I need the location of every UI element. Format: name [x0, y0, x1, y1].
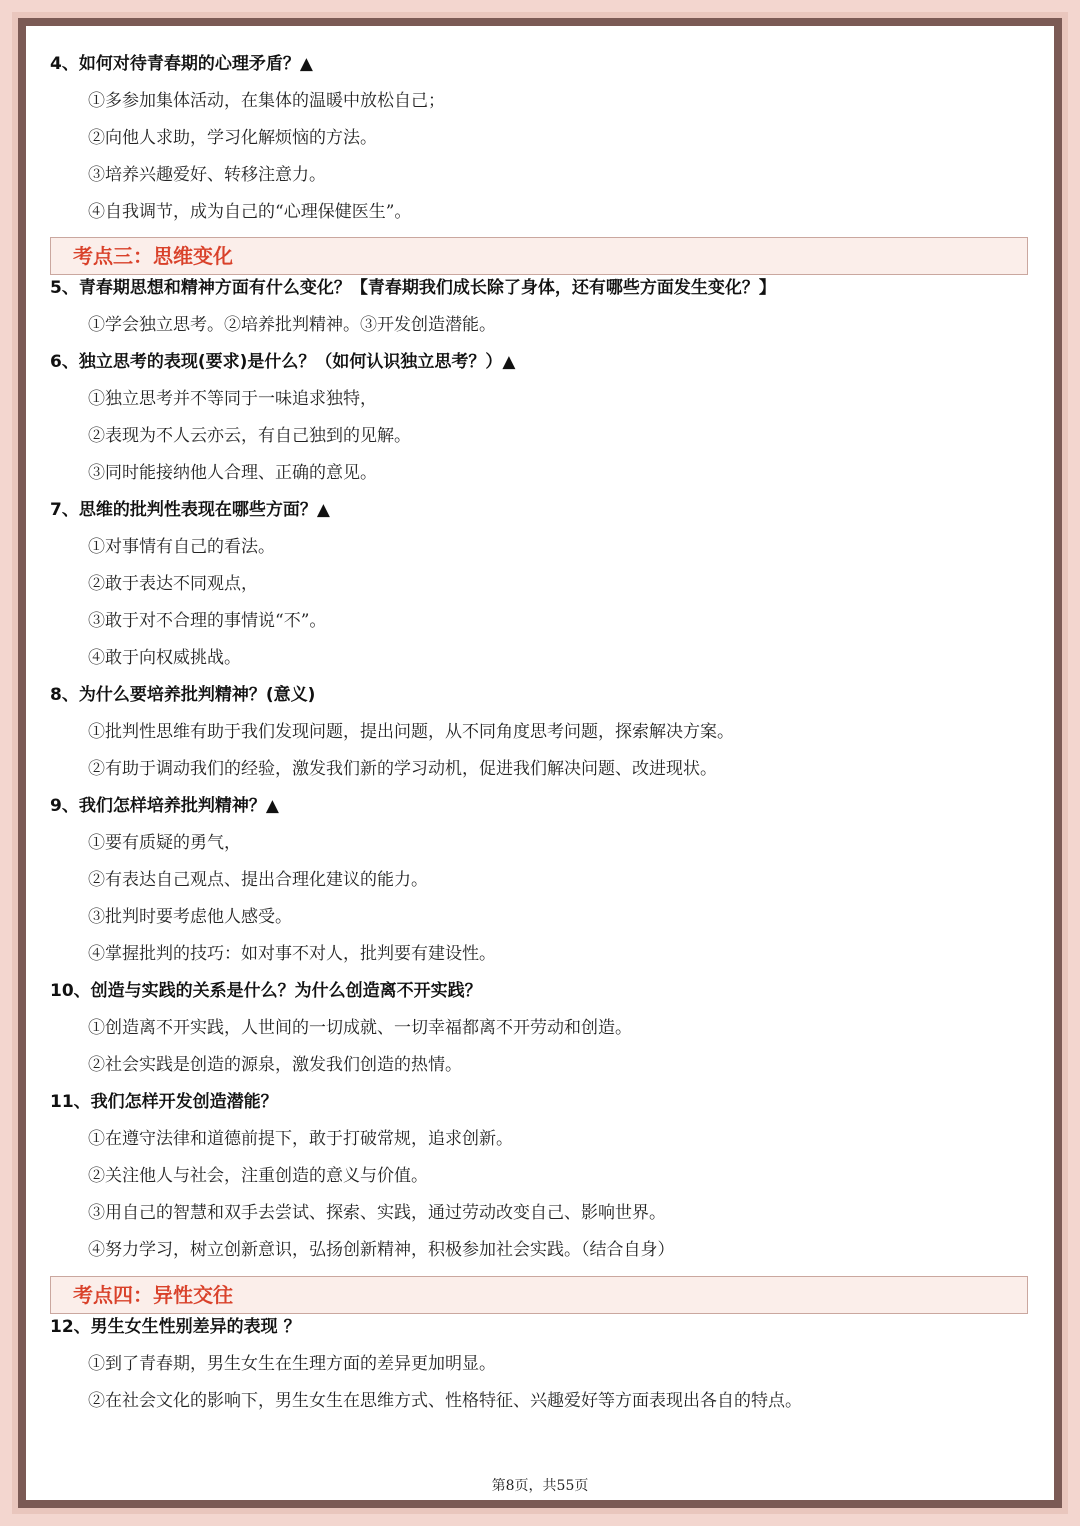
answer-line: ①多参加集体活动，在集体的温暖中放松自己；	[88, 91, 445, 111]
answer-line: ①批判性思维有助于我们发现问题，提出问题，从不同角度思考问题，探索解决方案。	[88, 722, 734, 742]
question-title: 10、创造与实践的关系是什么？为什么创造离不开实践？	[50, 981, 482, 1001]
answer-line: ①对事情有自己的看法。	[88, 537, 275, 557]
question-title: 9、我们怎样培养批判精神？▲	[50, 796, 279, 816]
answer-line: ①创造离不开实践，人世间的一切成就、一切幸福都离不开劳动和创造。	[88, 1018, 632, 1038]
question-title: 8、为什么要培养批判精神？(意义)	[50, 685, 316, 705]
answer-line: ①独立思考并不等同于一味追求独特，	[88, 389, 377, 409]
answer-line: ④努力学习，树立创新意识，弘扬创新精神，积极参加社会实践。（结合自身）	[88, 1240, 675, 1260]
answer-line: ③敢于对不合理的事情说“不”。	[88, 611, 327, 631]
answer-line: ④自我调节，成为自己的“心理保健医生”。	[88, 202, 412, 222]
page-content	[26, 26, 1054, 1500]
answer-line: ②表现为不人云亦云，有自己独到的见解。	[88, 426, 411, 446]
section-header	[50, 1276, 1028, 1314]
question-title: 6、独立思考的表现(要求)是什么？（如何认识独立思考？）▲	[50, 352, 516, 372]
question-title: 7、思维的批判性表现在哪些方面？▲	[50, 500, 330, 520]
answer-line: ①学会独立思考。②培养批判精神。③开发创造潜能。	[88, 315, 496, 335]
question-title: 11、我们怎样开发创造潜能？	[50, 1092, 278, 1112]
document-page	[26, 26, 1054, 1500]
answer-line: ②关注他人与社会，注重创造的意义与价值。	[88, 1166, 428, 1186]
section-title: 考点四：异性交往	[73, 1283, 233, 1307]
answer-line: ②有助于调动我们的经验，激发我们新的学习动机，促进我们解决问题、改进现状。	[88, 759, 717, 779]
answer-line: ④掌握批判的技巧：如对事不对人，批判要有建设性。	[88, 944, 496, 964]
answer-line: ②有表达自己观点、提出合理化建议的能力。	[88, 870, 428, 890]
answer-line: ②敢于表达不同观点，	[88, 574, 258, 594]
section-title: 考点三：思维变化	[73, 244, 233, 268]
section-header	[50, 237, 1028, 275]
question-title: 5、青春期思想和精神方面有什么变化？【青春期我们成长除了身体，还有哪些方面发生变化？】	[50, 278, 776, 298]
page-number: 第8页，共55页	[491, 1478, 589, 1494]
answer-line: ②社会实践是创造的源泉，激发我们创造的热情。	[88, 1055, 462, 1075]
answer-line: ①要有质疑的勇气，	[88, 833, 241, 853]
answer-line: ③同时能接纳他人合理、正确的意见。	[88, 463, 377, 483]
answer-line: ③用自己的智慧和双手去尝试、探索、实践，通过劳动改变自己、影响世界。	[88, 1203, 666, 1223]
answer-line: ②向他人求助，学习化解烦恼的方法。	[88, 128, 377, 148]
question-title: 4、如何对待青春期的心理矛盾？▲	[50, 54, 313, 74]
question-title: 12、男生女生性别差异的表现 ？	[50, 1317, 301, 1337]
answer-line: ①到了青春期，男生女生在生理方面的差异更加明显。	[88, 1354, 496, 1374]
answer-line: ②在社会文化的影响下，男生女生在思维方式、性格特征、兴趣爱好等方面表现出各自的特点。	[88, 1391, 802, 1411]
answer-line: ①在遵守法律和道德前提下，敢于打破常规，追求创新。	[88, 1129, 513, 1149]
answer-line: ③培养兴趣爱好、转移注意力。	[88, 165, 326, 185]
answer-line: ④敢于向权威挑战。	[88, 648, 241, 668]
answer-line: ③批判时要考虑他人感受。	[88, 907, 292, 927]
